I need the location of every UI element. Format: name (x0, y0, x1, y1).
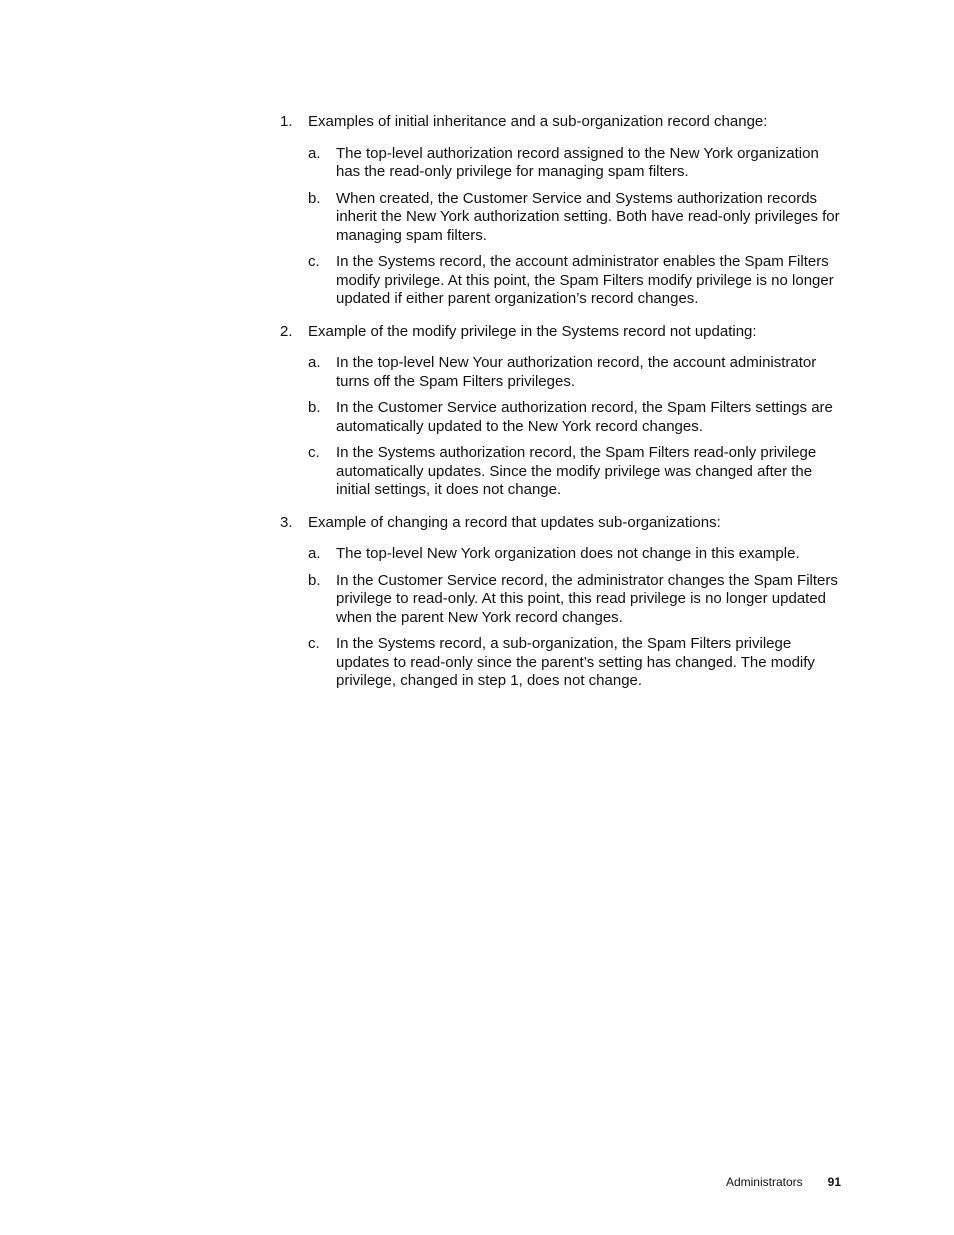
sub-list (308, 545, 840, 691)
step-text: Examples of initial inheritance and a sub-organization record change: (308, 113, 768, 130)
list-item (308, 572, 840, 628)
step-number: 1. (280, 113, 293, 130)
footer-section-title: Administrators (725, 1175, 803, 1189)
page-footer (726, 1174, 841, 1190)
item-letter: a. (308, 545, 321, 562)
list-item (308, 444, 840, 500)
item-letter: a. (308, 354, 321, 371)
item-text: In the Systems authorization record, the Spam Filters read-only privilege automatically updates. Since the modify privilege was changed after the initial settings, it does not change. (336, 444, 817, 498)
list-item (308, 399, 840, 436)
step-3 (280, 514, 840, 691)
list-item (308, 253, 840, 309)
item-text: In the Systems record, a sub-organization, the Spam Filters privilege updates to read-only since the parent’s setting has changed. The modify privilege, changed in step 1, does not change. (336, 635, 815, 689)
item-text: When created, the Customer Service and Systems authorization records inherit the New York authorization setting. Both have read-only privileges for managing spam filters. (336, 189, 840, 244)
document-body (280, 113, 840, 705)
step-number: 2. (280, 322, 293, 340)
step-1 (280, 113, 840, 309)
item-letter: a. (308, 144, 321, 162)
item-letter: b. (308, 571, 321, 589)
item-text: In the Customer Service authorization record, the Spam Filters settings are automatically updated to the New York record changes. (336, 399, 833, 435)
sub-list (308, 354, 840, 500)
list-item (308, 145, 840, 182)
list-item (308, 354, 840, 391)
item-text: The top-level New York organization does not change in this example. (336, 545, 800, 562)
list-item (308, 545, 840, 564)
item-text: In the top-level New Your authorization record, the account administrator turns off the Spam Filters privileges. (336, 354, 817, 390)
item-letter: c. (308, 635, 320, 652)
item-letter: c. (308, 253, 320, 270)
step-text: Example of the modify privilege in the Systems record not updating: (308, 322, 757, 340)
list-item (308, 190, 840, 246)
list-item (308, 635, 840, 691)
item-text: In the Systems record, the account administrator enables the Spam Filters modify privilege. At this point, the Spam Filters modify privilege is no longer updated if either parent organization’s record changes. (336, 253, 834, 307)
step-number: 3. (280, 513, 293, 531)
item-text: In the Customer Service record, the administrator changes the Spam Filters privilege to read-only. At this point, this read privilege is no longer updated when the parent New York record changes. (336, 571, 838, 626)
item-letter: b. (308, 399, 321, 416)
item-text: The top-level authorization record assigned to the New York organization has the read-only privilege for managing spam filters. (336, 144, 819, 180)
item-letter: c. (308, 444, 320, 461)
sub-list (308, 145, 840, 309)
step-2 (280, 323, 840, 500)
step-text: Example of changing a record that updates sub-organizations: (308, 513, 721, 531)
page-number: 91 (827, 1175, 841, 1189)
item-letter: b. (308, 189, 321, 207)
